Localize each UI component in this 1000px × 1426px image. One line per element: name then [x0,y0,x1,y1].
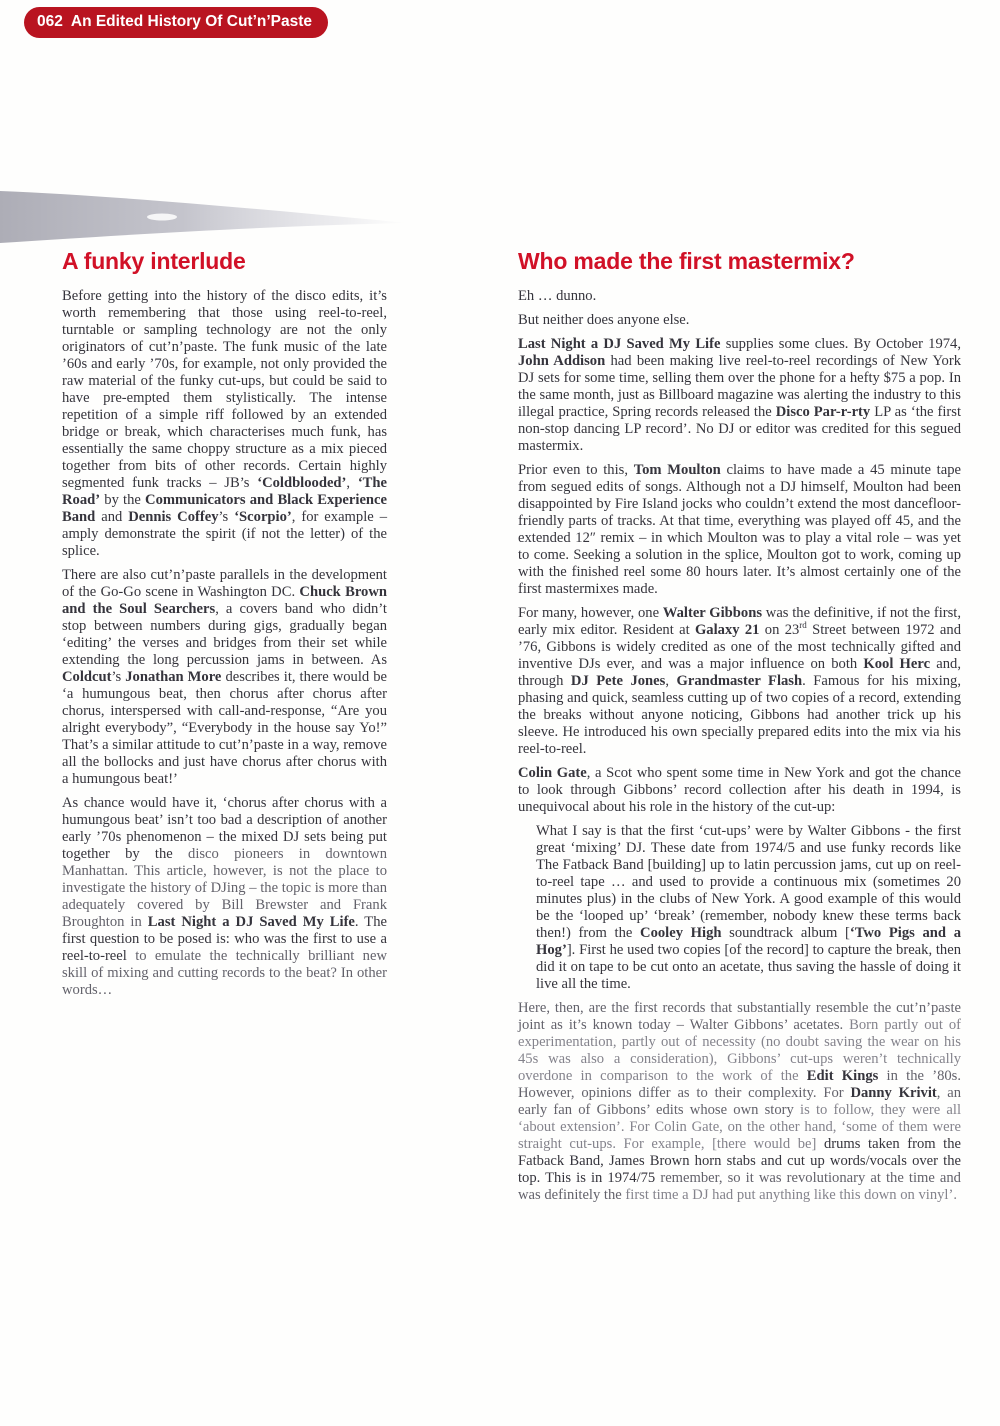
paragraph: But neither does anyone else. [518,312,690,328]
right-column-body [518,288,961,1204]
paragraph: For many, however, one Walter Gibbons was the definitive, if not the first, early mix editor. Resident at Galaxy 21 on 23rd Street between 1972 and ’76, Gibbons is widely credited as one of the most technically gifted and inventive DJs ever, and was a major influence on both Kool Herc and, through DJ Pete Jones, Grandmaster Flash. Famous for his mixing, phasing and quick, seamless cutting up of two copies of a record, extending the breaks without anyone noticing, Gibbons had another trick up his sleeve. He introduced his own specially prepared edits into the mix via his reel-to-reel. [518,605,962,757]
chapter-title: An Edited History Of Cut’n’Paste [70,13,313,30]
paragraph: Here, then, are the first records that substantially resemble the cut’n’paste joint as it’s known today – Walter Gibbons’ acetates. Born partly out of experimentation, partly out of necessity (no doubt saving the wear on his 45s was also a consideration), Gibbons’ cut-ups weren’t technically overdone in comparison to the work of the Edit Kings in the ’80s. However, opinions differ as to their complexity. For Danny Krivit, an early fan of Gibbons’ edits whose own story is to follow, they were all ‘about extension’. For Colin Gate, on the other hand, ‘some of them were straight cut-ups. For example, [there would be] drums taken from the Fatback Band, James Brown horn stabs and cut up words/vocals over the top. This is in 1974/75 remember, so it was revolutionary at the time and was definitely the first time a DJ had put anything like this down on vinyl’. [518,1000,962,1203]
paragraph: Prior even to this, Tom Moulton claims to have made a 45 minute tape from segued edits of songs. Although not a DJ himself, Moulton had been disappointed by Fire Island jocks who couldn’t extend the most dancefloor-friendly parts of tracks. At that time, everything was played off 45, and the extended 12″ remix – in which Moulton was to play a vital role – was yet to come. Seeking a solution in the splice, Moulton got to work, coming up with the finished reel some 80 hours later. It’s almost certainly one of the first mastermixes made. [518,462,961,597]
block-quote: What I say is that the first ‘cut-ups’ were by Walter Gibbons - the first great ‘mixing’ DJ. These date from 1974/5 and use funky records like The Fatback Band [building] up to latin percussion jams, cut up on reel-to-reel tape … and used to provide a continuous mix (sometimes 20 minutes plus) in the clubs of New York. A good example of this would be the ‘looped up’ ‘break’ (remember, nobody knew these terms back then!) from the Cooley High soundtrack album [‘Two Pigs and a Hog’]. First he used two copies [of the record] to capture the break, then did it on tape to be cut onto an acetate, thus saving the hassle of doing it live all the time. [536,823,961,992]
right-column-heading: Who made the first mastermix? [518,248,855,274]
left-column [62,248,387,1006]
paragraph: Before getting into the history of the disco edits, it’s worth remembering that those using reel-to-reel, turntable or sampling technology are not the only originators of cut’n’paste. The funk music of the late ’60s and early ’70s, for example, not only provided the raw material of the funky cut-ups, but could be said to have pre-empted them stylistically. The intense repetition of a simple riff followed by an extended bridge or break, which characterises much funk, has essentially the same choppy structure as a mix pieced together from bits of other records. Certain highly segmented funk tracks – JB’s ‘Coldblooded’, ‘The Road’ by the Communicators and Black Experience Band and Dennis Coffey’s ‘Scorpio’, for example – amply demonstrate the spirit (if not the letter) of the splice. [62,288,387,559]
page-header-badge [24,7,328,38]
paragraph: Last Night a DJ Saved My Life supplies some clues. By October 1974, John Addison had been making live reel-to-reel recordings of New York DJ sets for some time, selling them over the phone for a hefty $75 a pop. In the same month, just as Billboard magazine was alerting the industry to this illegal practice, Spring records released the Disco Par-r-rty LP as ‘the first non-stop dancing LP record’. No DJ or editor was credited for this segued mastermix. [518,336,962,454]
decorative-swoosh [0,183,430,255]
paragraph: As chance would have it, ‘chorus after chorus with a humungous beat’ isn’t too bad a description of another early ’70s phenomenon – the mixed DJ sets being put together by the disco pioneers in downtown Manhattan. This article, however, is not the place to investigate the history of DJing – the topic is more than adequately covered by Bill Brewster and Frank Broughton in Last Night a DJ Saved My Life. The first question to be posed is: who was the first to use a reel-to-reel to emulate the technically brilliant new skill of mixing and cutting records to the beat? In other words… [62,795,387,998]
page-number: 062 [37,13,63,30]
right-column [518,248,961,1211]
left-column-heading: A funky interlude [62,248,246,274]
paragraph: There are also cut’n’paste parallels in the development of the Go-Go scene in Washington DC. Chuck Brown and the Soul Searchers, a covers band who didn’t stop between numbers during gigs, gradually began ‘editing’ the verses and bridges from their set while extending the long percussion jams in between. As Coldcut’s Jonathan More describes it, there would be ‘a humungous beat, then chorus after chorus after chorus, interspersed with call-and-response, “Are you alright everybody”, “Everybody in the house say Yo!” That’s a similar attitude to cut’n’paste in a way, remove all the bollocks and just have chorus after chorus with a humungous beat!’ [62,567,387,787]
paragraph: Colin Gate, a Scot who spent some time in New York and got the chance to look through Gibbons’ record collection after his death in 1994, is unequivocal about his role in the history of the cut-up: [518,765,961,815]
paragraph: Eh … dunno. [518,288,597,304]
left-column-body [62,288,387,999]
